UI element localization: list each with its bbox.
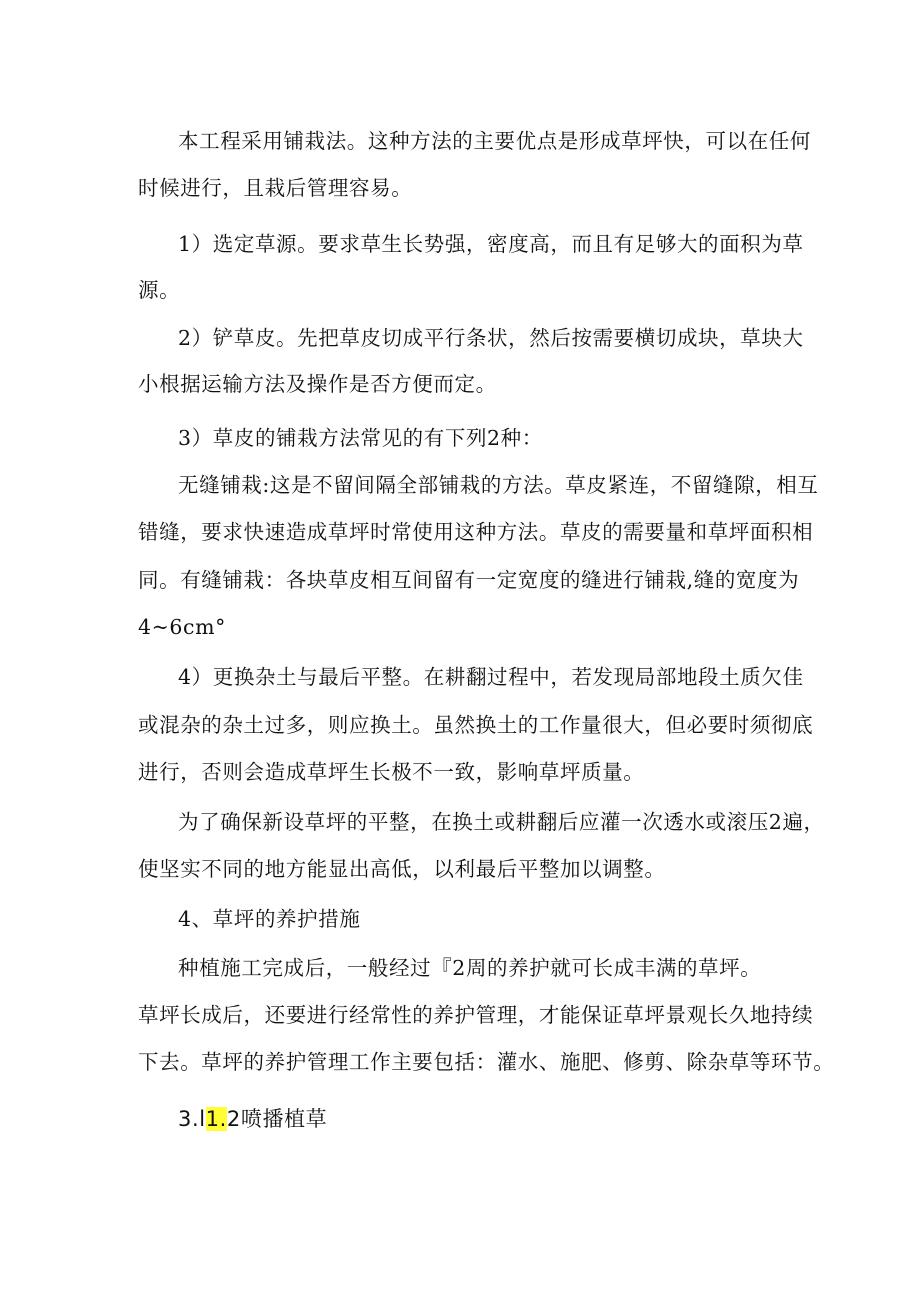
paragraph-line: 时候进行，且栽后管理容易。 (138, 176, 413, 200)
section-heading-title: 2喷播植草 (226, 1107, 328, 1131)
paragraph-line: 小根据运输方法及操作是否方便而定。 (138, 372, 497, 396)
paragraph-line: 2）铲草皮。先把草皮切成平行条状，然后按需要横切成块，草块大 (178, 326, 804, 350)
paragraph-line: 下去。草坪的养护管理工作主要包括：灌水、施肥、修剪、除杂草等环节。 (138, 1050, 835, 1074)
paragraph-line: 种植施工完成后，一般经过『2周的养护就可长成丰满的草坪。 (178, 956, 762, 980)
paragraph-line: 4~6cm° (138, 615, 227, 639)
paragraph-line: 1）选定草源。要求草生长势强，密度高，而且有足够大的面积为草 (178, 232, 804, 256)
paragraph-line: 使坚实不同的地方能显出高低，以利最后平整加以调整。 (138, 857, 666, 881)
paragraph-line: 错缝，要求快速造成草坪时常使用这种方法。草皮的需要量和草坪面积相 (138, 520, 814, 544)
paragraph-line: 或混杂的杂土过多，则应换土。虽然换土的工作量很大，但必要时须彻底 (138, 713, 814, 737)
paragraph-line: 同。有缝铺栽：各块草皮相互间留有一定宽度的缝进行铺栽,缝的宽度为 (138, 568, 800, 592)
paragraph-line: 3）草皮的铺栽方法常见的有下列2种： (178, 426, 543, 450)
paragraph-line: 草坪长成后，还要进行经常性的养护管理，才能保证草坪景观长久地持续 (138, 1003, 814, 1027)
section-heading-prefix: 3.l (178, 1107, 206, 1131)
highlighted-text: 1. (205, 1107, 227, 1131)
paragraph-line: 本工程采用铺栽法。这种方法的主要优点是形成草坪快，可以在任何 (178, 129, 811, 153)
paragraph-line: 源。 (138, 278, 181, 302)
paragraph-line: 进行，否则会造成草坪生长极不一致，影响草坪质量。 (138, 760, 645, 784)
paragraph-line: 为了确保新设草坪的平整，在换土或耕翻后应灌一次透水或滚压2遍， (178, 810, 825, 834)
paragraph-line: 无缝铺栽:这是不留间隔全部铺栽的方法。草皮紧连，不留缝隙，相互 (178, 473, 819, 497)
section-subheading: 4、草坪的养护措施 (178, 907, 361, 931)
paragraph-line: 4）更换杂土与最后平整。在耕翻过程中，若发现局部地段土质欠佳 (178, 665, 804, 689)
section-heading (178, 1106, 838, 1132)
